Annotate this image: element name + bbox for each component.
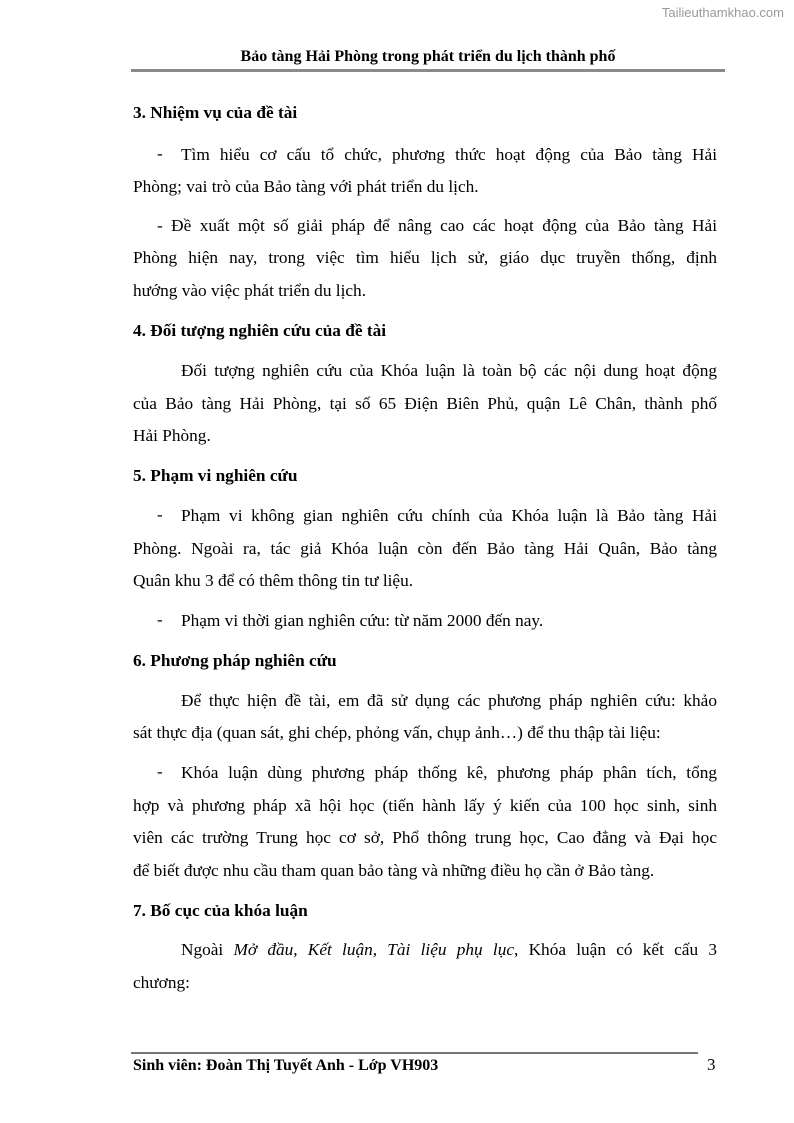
- text-line: [181, 939, 717, 961]
- italic-text: Mở đầu, Kết luận, Tài liệu phụ lục: [233, 940, 515, 959]
- section-6-heading: 6. Phương pháp nghiên cứu: [133, 651, 337, 670]
- footer-divider: [131, 1052, 698, 1054]
- bullet-dash: -: [157, 144, 163, 163]
- text-line: Quân khu 3 để có thêm thông tin tư liệu.: [133, 571, 414, 590]
- section-3-heading: 3. Nhiệm vụ của đề tài: [133, 103, 298, 122]
- bullet-dash: -: [157, 505, 163, 524]
- page-number: 3: [707, 1055, 716, 1074]
- text-line: chương:: [133, 973, 190, 992]
- section-4-heading: 4. Đối tượng nghiên cứu của đề tài: [133, 321, 387, 340]
- bullet-dash: -: [157, 610, 163, 629]
- running-header: Bảo tàng Hải Phòng trong phát triển du lịch thành phố: [240, 48, 616, 65]
- text-line: Tìm hiểu cơ cấu tổ chức, phương thức hoạt động của Bảo tàng Hải: [181, 145, 717, 164]
- text-line: để biết được nhu cầu tham quan bảo tàng và những điều họ cần ở Bảo tàng.: [133, 861, 655, 880]
- footer-student: Sinh viên: Đoàn Thị Tuyết Anh - Lớp VH903: [133, 1057, 439, 1074]
- section-7-heading: 7. Bố cục của khóa luận: [133, 901, 308, 920]
- text-line: của Bảo tàng Hải Phòng, tại số 65 Điện Biên Phủ, quận Lê Chân, thành phố: [133, 394, 717, 413]
- section-5-heading: 5. Phạm vi nghiên cứu: [133, 466, 298, 485]
- text-line: hướng vào việc phát triển du lịch.: [133, 281, 367, 300]
- text-line: hợp và phương pháp xã hội học (tiến hành lấy ý kiến của 100 học sinh, sinh: [133, 796, 717, 815]
- text-line: sát thực địa (quan sát, ghi chép, phỏng vấn, chụp ảnh…) để thu thập tài liệu:: [133, 723, 661, 742]
- text-line: Khóa luận dùng phương pháp thống kê, phương pháp phân tích, tổng: [181, 763, 717, 782]
- text-line: Phòng; vai trò của Bảo tàng với phát triển du lịch.: [133, 177, 479, 196]
- text-line: Đối tượng nghiên cứu của Khóa luận là toàn bộ các nội dung hoạt động: [181, 361, 717, 380]
- text-line: viên các trường Trung học cơ sở, Phổ thông trung học, Cao đẳng và Đại học: [133, 828, 717, 847]
- watermark: Tailieuthamkhao.com: [661, 5, 784, 20]
- text-line: Phòng hiện nay, trong việc tìm hiểu lịch sử, giáo dục truyền thống, định: [133, 248, 717, 267]
- text-line: Để thực hiện đề tài, em đã sử dụng các phương pháp nghiên cứu: khảo: [181, 691, 717, 710]
- header-divider: [131, 69, 725, 72]
- text-span: , Khóa luận có kết cấu 3: [514, 940, 717, 959]
- text-line: Phạm vi thời gian nghiên cứu: từ năm 2000 đến nay.: [181, 611, 544, 630]
- text-span: Ngoài: [181, 940, 234, 959]
- text-line: Phòng. Ngoài ra, tác giả Khóa luận còn đến Bảo tàng Hải Quân, Bảo tàng: [133, 539, 717, 558]
- text-line: Hải Phòng.: [133, 426, 211, 445]
- text-line: Phạm vi không gian nghiên cứu chính của Khóa luận là Bảo tàng Hải: [181, 506, 717, 525]
- text-line: - Đề xuất một số giải pháp để nâng cao các hoạt động của Bảo tàng Hải: [157, 216, 717, 235]
- bullet-dash: -: [157, 762, 163, 781]
